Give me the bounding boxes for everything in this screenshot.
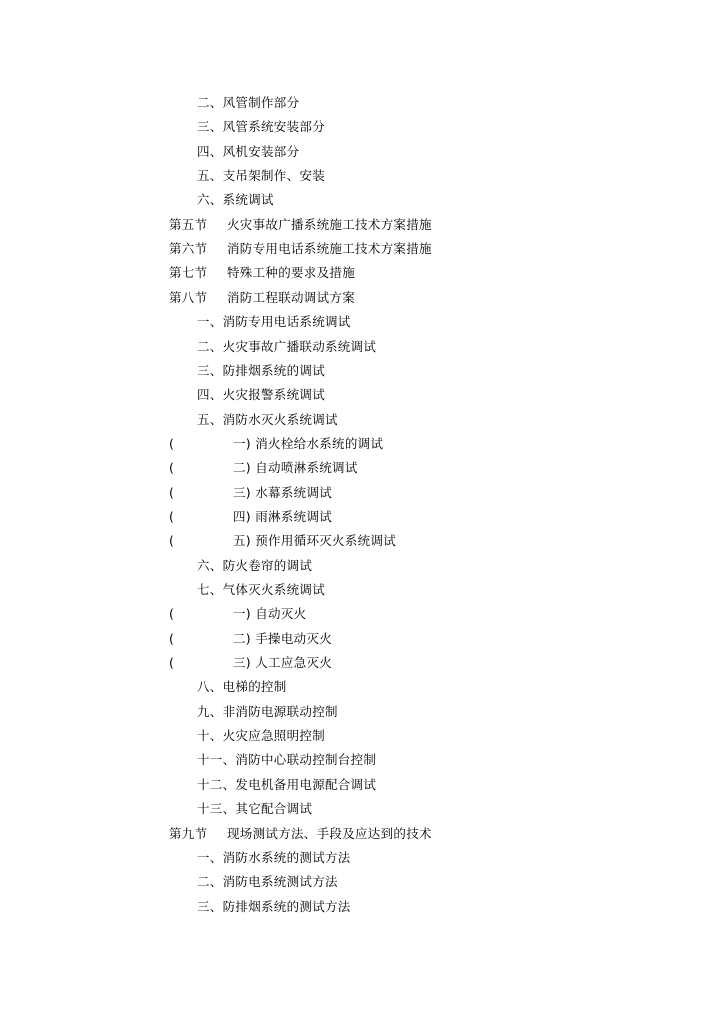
toc-item-line: 七、气体灭火系统调试 — [197, 582, 326, 597]
subitem-text: 二) 自动喷淋系统调试 — [233, 460, 358, 475]
toc-section-line — [169, 290, 355, 306]
open-paren: ( — [169, 460, 175, 475]
toc-item-line: 十一、消防中心联动控制台控制 — [197, 752, 377, 767]
toc-item-line: 四、风机安装部分 — [197, 144, 300, 159]
toc-item-line: 二、消防电系统测试方法 — [197, 874, 338, 889]
section-title: 火灾事故广播系统施工技术方案措施 — [227, 217, 432, 232]
subitem-text: 五) 预作用循环灭火系统调试 — [233, 533, 397, 548]
subitem-text: 一) 消火栓给水系统的调试 — [233, 436, 384, 451]
toc-section-line — [169, 241, 432, 257]
toc-item-line: 二、火灾事故广播联动系统调试 — [197, 339, 377, 354]
toc-item-line: 十三、其它配合调试 — [197, 801, 313, 816]
subitem-text: 三) 水幕系统调试 — [233, 485, 333, 500]
toc-item-line: 四、火灾报警系统调试 — [197, 387, 326, 402]
toc-section-line — [169, 265, 355, 281]
toc-item-line: 二、风管制作部分 — [197, 95, 300, 110]
subitem-text: 二) 手操电动灭火 — [233, 631, 333, 646]
toc-item-line: 六、防火卷帘的调试 — [197, 558, 313, 573]
open-paren: ( — [169, 436, 175, 451]
toc-item-line: 八、电梯的控制 — [197, 679, 287, 694]
open-paren: ( — [169, 655, 175, 670]
toc-item-line: 九、非消防电源联动控制 — [197, 704, 338, 719]
toc-item-line: 一、消防专用电话系统调试 — [197, 314, 351, 329]
open-paren: ( — [169, 509, 175, 524]
toc-item-line: 三、风管系统安装部分 — [197, 119, 326, 134]
section-title: 现场测试方法、手段及应达到的技术 — [227, 826, 432, 841]
open-paren: ( — [169, 631, 175, 646]
toc-item-line: 五、消防水灭火系统调试 — [197, 412, 338, 427]
section-number: 第七节 — [169, 265, 208, 280]
section-number: 第六节 — [169, 241, 208, 256]
open-paren: ( — [169, 606, 175, 621]
toc-item-line: 三、防排烟系统的测试方法 — [197, 899, 351, 914]
toc-item-line: 十二、发电机备用电源配合调试 — [197, 777, 377, 792]
subitem-text: 三) 人工应急灭火 — [233, 655, 333, 670]
toc-item-line: 三、防排烟系统的调试 — [197, 363, 326, 378]
subitem-text: 四) 雨淋系统调试 — [233, 509, 333, 524]
section-title: 特殊工种的要求及措施 — [227, 265, 356, 280]
section-title: 消防工程联动调试方案 — [227, 290, 356, 305]
toc-section-line — [169, 826, 432, 842]
section-title: 消防专用电话系统施工技术方案措施 — [227, 241, 432, 256]
section-number: 第八节 — [169, 290, 208, 305]
toc-item-line: 一、消防水系统的测试方法 — [197, 850, 351, 865]
open-paren: ( — [169, 533, 175, 548]
toc-item-line: 五、支吊架制作、安装 — [197, 168, 326, 183]
open-paren: ( — [169, 485, 175, 500]
toc-section-line — [169, 217, 432, 233]
section-number: 第五节 — [169, 217, 208, 232]
subitem-text: 一) 自动灭火 — [233, 606, 307, 621]
toc-item-line: 十、火灾应急照明控制 — [197, 728, 326, 743]
toc-item-line: 六、系统调试 — [197, 192, 274, 207]
section-number: 第九节 — [169, 826, 208, 841]
